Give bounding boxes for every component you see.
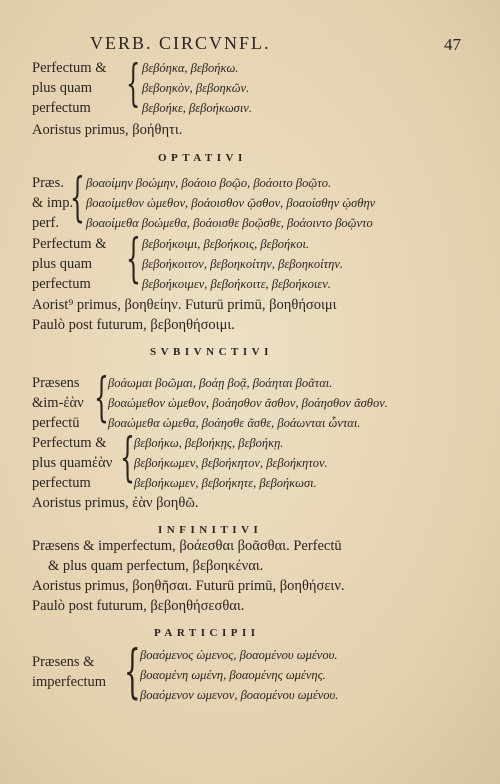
label-line: perfectum — [32, 276, 91, 292]
text-line: & plus quam perfectum, βεβοηκέναι. — [48, 558, 264, 574]
label-line: Præsens — [32, 375, 80, 391]
greek-form: βεβοήκε, βεβοήκωσιν. — [142, 101, 252, 115]
aorist-line: Aorist⁹ primus, βοηθείην. Futurū primū, βοηθήσοιμι — [32, 297, 337, 313]
greek-form: βεβόηκα, βεβοήκω. — [142, 61, 239, 75]
greek-form: βεβοήκοιτον, βεβοηκοίτην, βεβοηκοίτην. — [142, 257, 343, 271]
curly-brace-icon: { — [120, 428, 135, 488]
curly-brace-icon: { — [94, 368, 109, 428]
curly-brace-icon: { — [70, 168, 85, 228]
curly-brace-icon: { — [126, 54, 141, 112]
label-line: Perfectum & — [32, 236, 107, 252]
greek-form: βεβοήκωμεν, βεβοήκητε, βεβοήκωσι. — [134, 476, 317, 490]
section-heading-subiunctivi: SVBIVNCTIVI — [150, 346, 273, 358]
label-line: & imp. — [32, 195, 74, 211]
aorist-line: Aoristus primus, ἐὰν βοηθῶ. — [32, 495, 199, 511]
label-line: &im-ἐὰν — [32, 395, 84, 411]
label-line: Perfectum & — [32, 60, 107, 76]
curly-brace-icon: { — [124, 637, 141, 705]
label-line: plus quamἐὰν — [32, 455, 113, 471]
greek-form: βοαώμεθον ὠμεθον, βοάησθον ᾶσθον, βοάησθον ᾶσθον. — [108, 396, 388, 410]
page-number: 47 — [444, 35, 461, 54]
greek-form: βοαοίμεθα βοώμεθα, βοάοισθε βοῷσθε, βοάοιντο βοῷντο — [86, 216, 373, 230]
label-line: perf. — [32, 215, 59, 231]
section-heading-infinitivi: INFINITIVI — [158, 524, 263, 536]
label-line: Perfectum & — [32, 435, 107, 451]
greek-form: βεβοήκωμεν, βεβοήκητον, βεβοήκητον. — [134, 456, 328, 470]
label-line: perfectum — [32, 475, 91, 491]
label-line: Præs. — [32, 175, 64, 191]
greek-form: βεβοήκοιμεν, βεβοήκοιτε, βεβοήκοιεν. — [142, 277, 331, 291]
text-line: Præsens & imperfectum, βοάεσθαι βοᾶσθαι. Perfectū — [32, 538, 342, 554]
section-heading-participii: PARTICIPII — [154, 627, 260, 639]
greek-form: βοάωμαι βοῶμαι, βοάῃ βοᾷ, βοάηται βοᾶται. — [108, 376, 333, 390]
aorist-line: Aoristus primus, βοήθητι. — [32, 122, 183, 138]
greek-form: βεβοήκω, βεβοήκῃς, βεβοήκῃ. — [134, 436, 284, 450]
label-line: perfectum — [32, 100, 91, 116]
greek-form: βοαόμενον ωμενον, βοαομένου ωμένου. — [140, 688, 339, 702]
running-head: VERB. CIRCVNFL. — [90, 33, 271, 53]
label-line: imperfectum — [32, 674, 107, 690]
label-line: Præsens & — [32, 654, 95, 670]
label-line: plus quam — [32, 80, 93, 96]
label-line: plus quam — [32, 256, 93, 272]
curly-brace-icon: { — [126, 229, 141, 289]
greek-form: βεβοηκὸν, βεβοηκῶν. — [142, 81, 250, 95]
greek-form: βοαώμεθα ὠμεθα, βοάησθε ᾶσθε, βοάωνται ὦνται. — [108, 416, 361, 430]
greek-form: βοαοίμεθον ὠμεθον, βοάοισθον ῷσθον, βοαοίσθην ῴσθην — [86, 196, 376, 210]
text-line: Aoristus primus, βοηθῆσαι. Futurū primū, βοηθήσειν. — [32, 578, 345, 594]
section-heading-optativi: OPTATIVI — [158, 152, 247, 164]
greek-form: βοαομένη ωμένη, βοαομένης ωμένης. — [140, 668, 326, 682]
greek-form: βοαόμενος ὠμενος, βοαομένου ωμένου. — [140, 648, 338, 662]
paulo-post-line: Paulò post futurum, βεβοηθήσοιμι. — [32, 317, 235, 333]
text-line: Paulò post futurum, βεβοηθήσεσθαι. — [32, 598, 245, 614]
greek-form: βοαοίμην βοώμην, βοάοιο βοῷο, βοάοιτο βοῷτο. — [86, 176, 332, 190]
greek-form: βεβοήκοιμι, βεβοήκοις, βεβοήκοι. — [142, 237, 310, 251]
label-line: perfectū — [32, 415, 80, 431]
